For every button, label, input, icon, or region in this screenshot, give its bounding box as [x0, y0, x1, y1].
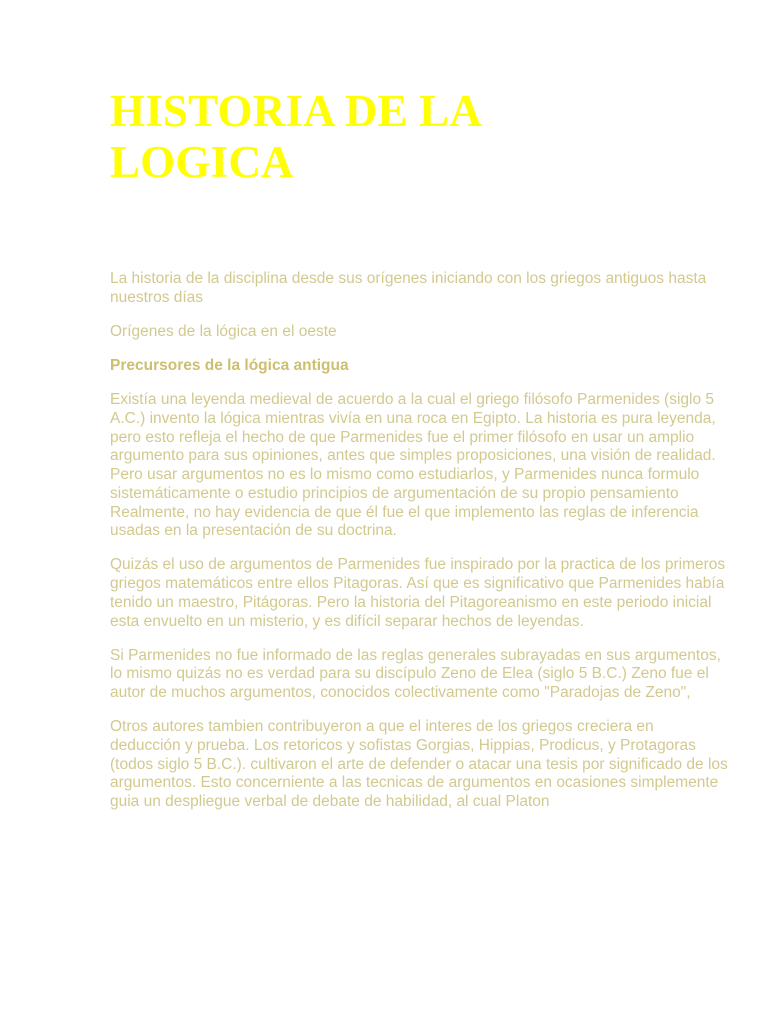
title-line-2: LOGICA: [110, 137, 294, 187]
section-heading: Precursores de la lógica antigua: [110, 357, 349, 375]
body-paragraph-3: Si Parmenides no fue informado de las reglas generales subrayadas en sus argumentos, lo mismo quizás no es verdad para su discípulo Zeno de Elea (siglo 5 B.C.) Zeno fue el autor de muchos argumentos, conocidos colectivamente como "Paradojas de Zeno",: [110, 646, 721, 702]
page-title: [110, 86, 728, 188]
intro-paragraph: La historia de la disciplina desde sus orígenes iniciando con los griegos antiguos hasta nuestros días: [110, 270, 707, 306]
subtitle-paragraph: Orígenes de la lógica en el oeste: [110, 322, 337, 340]
document-body: [110, 270, 728, 812]
body-paragraph-2: Quizás el uso de argumentos de Parmenides fue inspirado por la practica de los primeros griegos matemáticos entre ellos Pitagoras. Así que es significativo que Parmenides había tenido un maestro, Pitágoras. Pero la historia del Pitagoreanismo en este periodo inicial esta envuelto en un misterio, y es difícil separar hechos de leyendas.: [110, 556, 726, 630]
body-paragraph-4: Otros autores tambien contribuyeron a que el interes de los griegos creciera en deducción y prueba. Los retoricos y sofistas Gorgias, Hippias, Prodicus, y Protagoras (todos siglo 5 B.C.). cultivaron el arte de defender o atacar una tesis por significado de los argumentos. Esto concerniente a las tecnicas de argumentos en ocasiones simplemente guia un despliegue verbal de debate de habilidad, al cual Platon: [110, 718, 728, 811]
title-line-1: HISTORIA DE LA: [110, 86, 483, 136]
body-paragraph-1: Existía una leyenda medieval de acuerdo a la cual el griego filósofo Parmenides (siglo 5 A.C.) invento la lógica mientras vivía en una roca en Egipto. La historia es pura leyenda, pero esto refleja el hecho de que Parmenides fue el primer filósofo en usar un amplio argumento para sus opiniones, antes que simples proposiciones, una visión de realidad. Pero usar argumentos no es lo mismo como estudiarlos, y Parmenides nunca formulo sistemáticamente o estudio principios de argumentación de su propio pensamiento Realmente, no hay evidencia de que él fue el que implemento las reglas de inferencia usadas en la presentación de su doctrina.: [110, 391, 716, 540]
